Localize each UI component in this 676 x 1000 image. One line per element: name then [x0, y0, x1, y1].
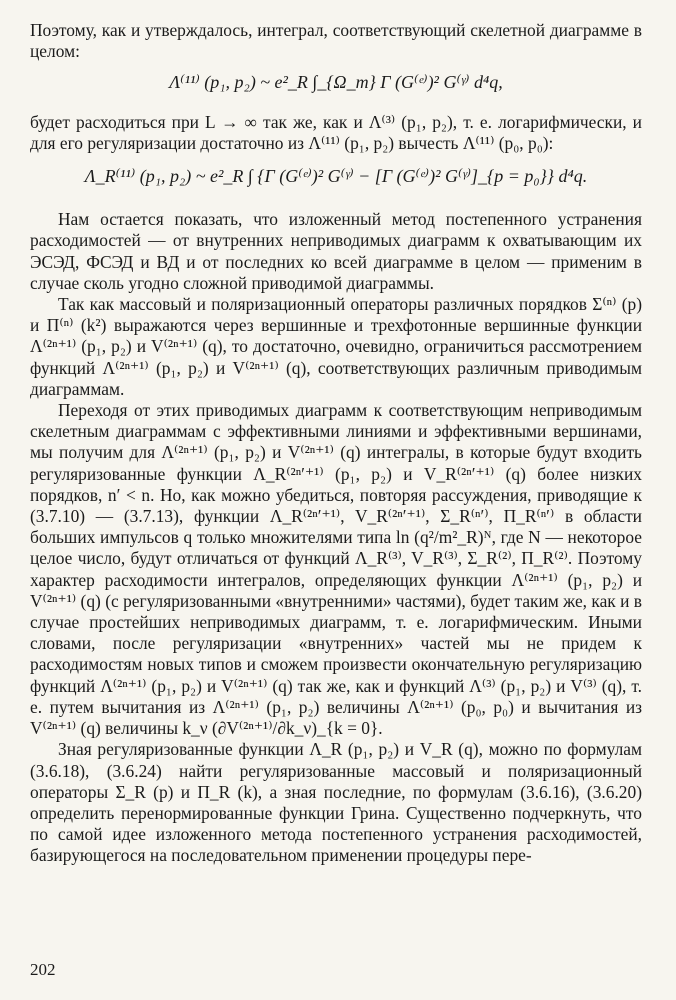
page-text	[30, 20, 642, 867]
page-number: 202	[30, 960, 56, 979]
paragraph-divergence: будет расходиться при L → ∞ так же, как и Λ⁽³⁾ (p₁, p₂), т. е. логарифмически, и для его регуляризации достаточно из Λ⁽¹¹⁾ (p₁, p₂) вычесть Λ⁽¹¹⁾ (p₀, p₀):	[30, 111, 642, 153]
paragraph-reducible: Переходя от этих приводимых диаграмм к соответствующим неприводимым скелетным диаграммам с эффективными линиями и эффективными вершинами, мы получим для Λ⁽²ⁿ⁺¹⁾ (p₁, p₂) и V⁽²ⁿ⁺¹⁾ (q) интегралы, в которые будут входить регуляризованные функции Λ_R⁽²ⁿ′⁺¹⁾ (p₁, p₂) и V_R⁽²ⁿ′⁺¹⁾ (q) более низких порядков, n′ < n. Но, как можно убедиться, повторяя рассуждения, приводящие к (3.7.10) — (3.7.13), функции Λ_R⁽²ⁿ′⁺¹⁾, V_R⁽²ⁿ′⁺¹⁾, Σ_R⁽ⁿ′⁾, Π_R⁽ⁿ′⁾ в области больших импульсов q только множителями типа ln (q²/m²_R)ᴺ, где N — некоторое целое число, будут отличаться от функций Λ_R⁽³⁾, V_R⁽³⁾, Σ_R⁽²⁾, Π_R⁽²⁾. Поэтому характер расходимости интегралов, определяющих функции Λ⁽²ⁿ⁺¹⁾ (p₁, p₂) и V⁽²ⁿ⁺¹⁾ (q) (с регуляризованными «внутренними» частями), будет таким же, как и в случае простейших неприводимых диаграмм, т. е. логарифмическим. Иными словами, после регуляризации «внутренних» частей мы не придем к расходимостям новых типов и сможем произвести окончательную регуляризацию функций Λ⁽²ⁿ⁺¹⁾ (p₁, p₂) и V⁽²ⁿ⁺¹⁾ (q) так же, как и функций Λ⁽³⁾ (p₁, p₂) и V⁽³⁾ (q), т. е. путем вычитания из Λ⁽²ⁿ⁺¹⁾ (p₁, p₂) величины Λ⁽²ⁿ⁺¹⁾ (p₀, p₀) и вычитания из V⁽²ⁿ⁺¹⁾ (q) величины k_ν (∂V⁽²ⁿ⁺¹⁾/∂k_ν)_{k = 0}.	[30, 400, 642, 739]
paragraph-method: Нам остается показать, что изложенный метод постепенного устранения расходимостей — от внутренних неприводимых диаграмм к охватывающим их ЭСЭД, ФСЭД и ВД и от последних ко всей диаграмме в целом — применим в случае сколь угодно сложной приводимой диаграммы.	[30, 209, 642, 293]
formula-lambda-r-11: Λ_R⁽¹¹⁾ (p₁, p₂) ~ e²_R ∫ {Γ (G⁽ᵉ⁾)² G⁽ᵞ⁾ − [Γ (G⁽ᵉ⁾)² G⁽ᵞ⁾]_{p = p₀}} d⁴q.	[84, 166, 588, 187]
paragraph-intro: Поэтому, как и утверждалось, интеграл, соответствующий скелетной диаграмме в целом:	[30, 20, 642, 62]
paragraph-operators: Так как массовый и поляризационный операторы различных порядков Σ⁽ⁿ⁾ (p) и Π⁽ⁿ⁾ (k²) выражаются через вершинные и трехфотонные вершинные функции Λ⁽²ⁿ⁺¹⁾ (p₁, p₂) и V⁽²ⁿ⁺¹⁾ (q), то достаточно, очевидно, ограничиться рассмотрением функций Λ⁽²ⁿ⁺¹⁾ (p₁, p₂) и V⁽²ⁿ⁺¹⁾ (q), соответствующих различным приводимым диаграммам.	[30, 294, 642, 399]
paragraph-green-functions: Зная регуляризованные функции Λ_R (p₁, p₂) и V_R (q), можно по формулам (3.6.18), (3.6.24) найти регуляризованные массовый и поляризационный операторы Σ_R (p) и Π_R (k), а зная последние, по формулам (3.6.16), (3.6.20) определить перенормированные функции Грина. Существенно подчеркнуть, что по самой идее изложенного метода постепенного устранения расходимостей, базирующегося на последовательном применении процедуры пере-	[30, 739, 642, 866]
formula-lambda-11: Λ⁽¹¹⁾ (p₁, p₂) ~ e²_R ∫_{Ω_m} Γ (G⁽ᵉ⁾)² G⁽ᵞ⁾ d⁴q,	[169, 72, 503, 93]
